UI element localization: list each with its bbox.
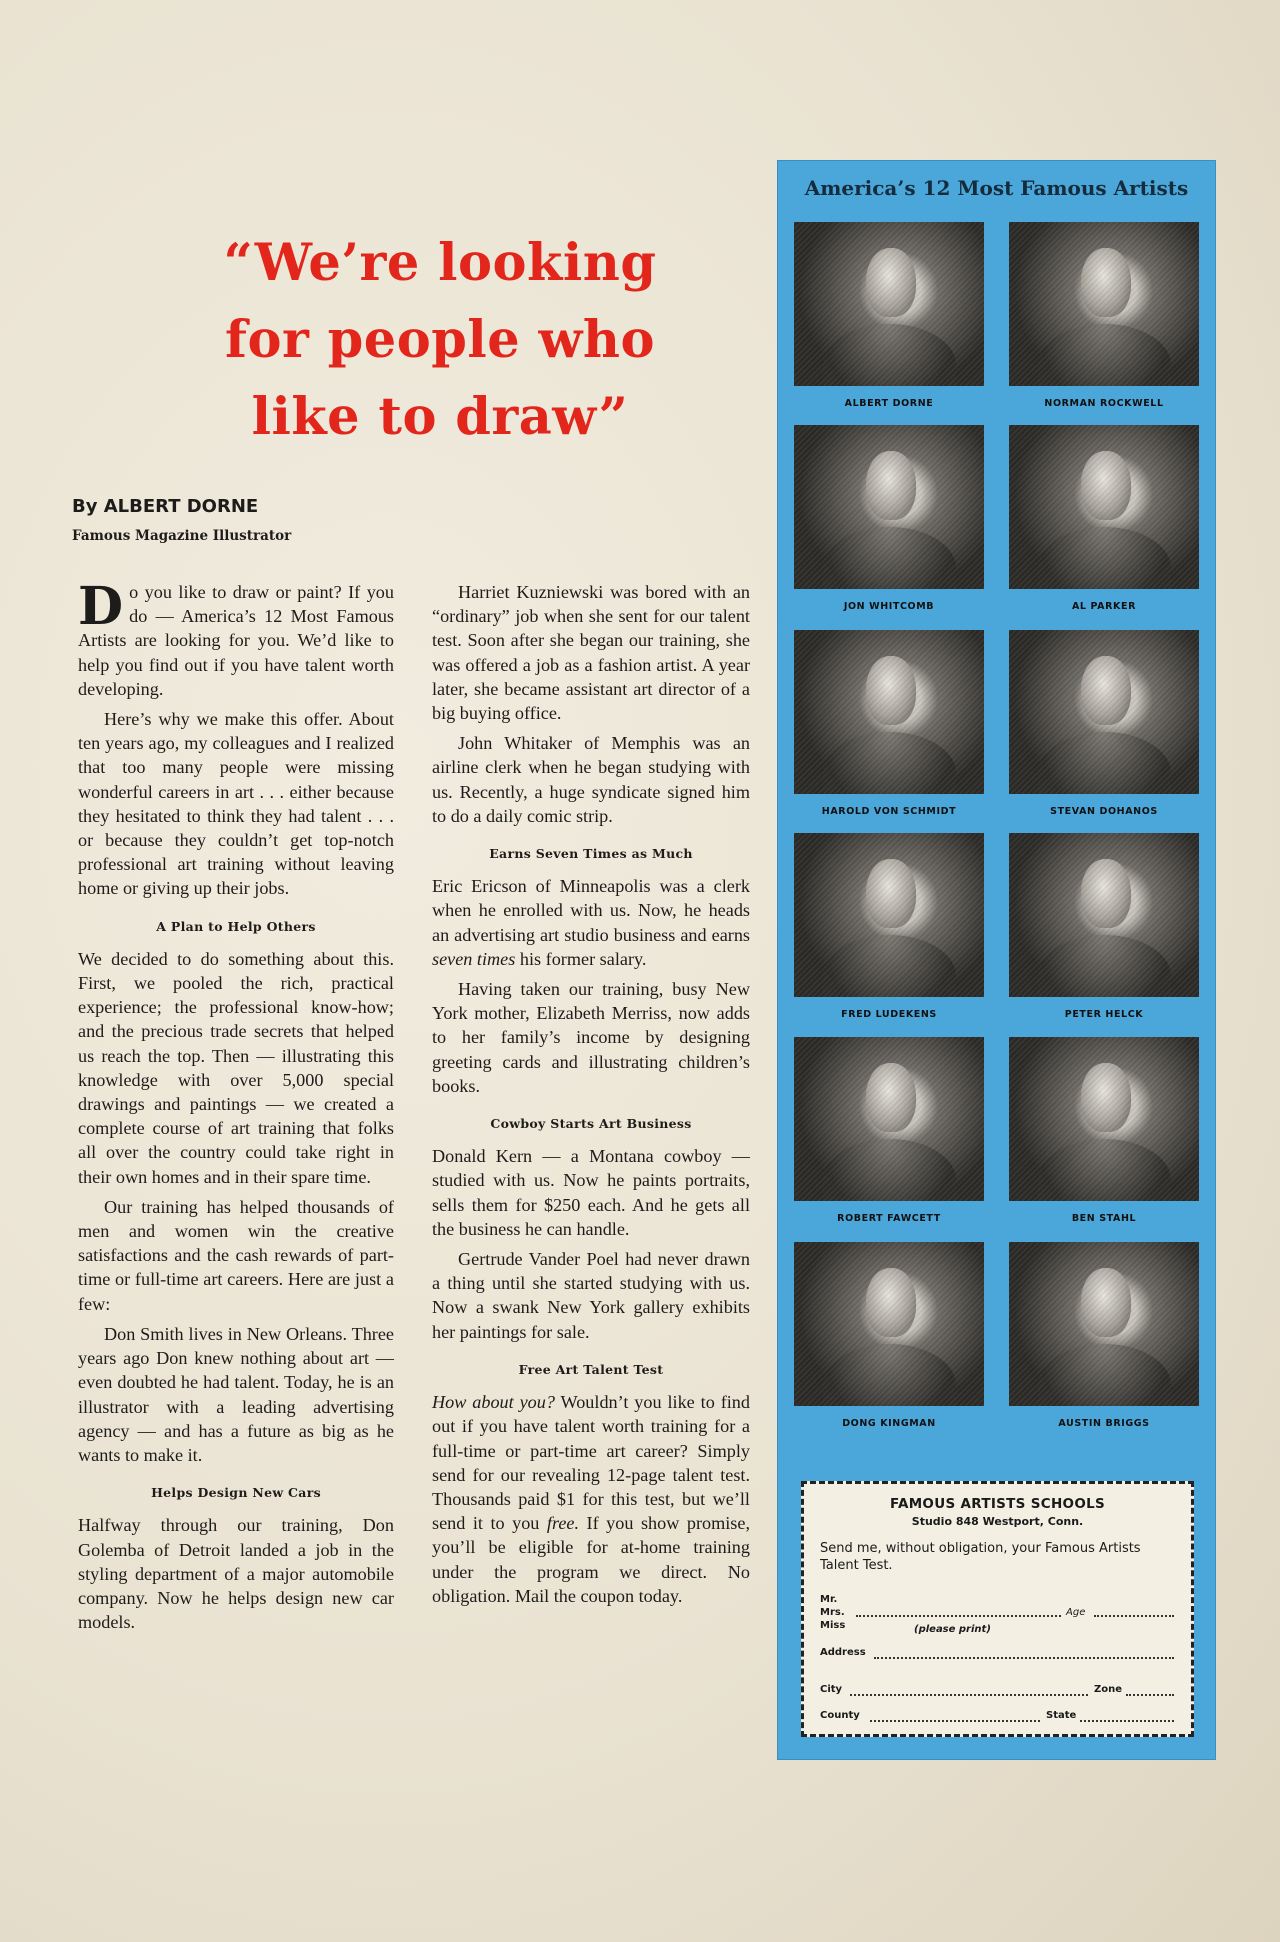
artist-portrait bbox=[1009, 833, 1199, 997]
byline-author: By ALBERT DORNE bbox=[72, 496, 259, 517]
artist-name: AUSTIN BRIGGS bbox=[1058, 1418, 1150, 1429]
artist-portrait bbox=[794, 1037, 984, 1201]
article-paragraph: Gertrude Vander Poel had never drawn a thing until she started studying with us. Now a swank New York gallery exhibits her paintings for sale. bbox=[432, 1249, 750, 1342]
headline-line: “We’re looking bbox=[223, 233, 657, 293]
artist-portrait bbox=[794, 425, 984, 589]
order-coupon[interactable] bbox=[801, 1481, 1194, 1737]
zone-field-line[interactable] bbox=[1126, 1694, 1174, 1696]
artist-portrait bbox=[794, 833, 984, 997]
section-heading: Free Art Talent Test bbox=[518, 1361, 664, 1377]
age-field-line[interactable] bbox=[1094, 1615, 1174, 1617]
artist-portrait bbox=[1009, 425, 1199, 589]
artist-name: STEVAN DOHANOS bbox=[1050, 806, 1158, 817]
artist-name: DONG KINGMAN bbox=[842, 1418, 936, 1429]
article-paragraph: Don Smith lives in New Orleans. Three years ago Don knew nothing about art — even doubted he had talent. Today, he is an illustrator with a leading advertising agency — and has a future as big as he wants to make it. bbox=[78, 1323, 394, 1465]
drop-cap: D bbox=[78, 576, 124, 637]
section-heading: A Plan to Help Others bbox=[156, 918, 316, 934]
address-field-line[interactable] bbox=[874, 1657, 1174, 1659]
artist-name: JON WHITCOMB bbox=[843, 601, 935, 612]
byline-role: Famous Magazine Illustrator bbox=[72, 528, 292, 544]
section-heading: Earns Seven Times as Much bbox=[489, 846, 693, 862]
field-label-mrs: Mrs. bbox=[820, 1607, 845, 1618]
artist-name: PETER HELCK bbox=[1064, 1009, 1144, 1020]
artist-portrait bbox=[1009, 630, 1199, 794]
city-field-line[interactable] bbox=[850, 1694, 1088, 1696]
section-heading: Helps Design New Cars bbox=[151, 1485, 321, 1501]
article-paragraph: We decided to do something about this. First, we pooled the rich, practical experience; the professional know-how; and the precious trade secrets that helped us reach the top. Then — illustrating this knowledge with over 5,000 special drawings and paintings — we created a complete course of art training that folks all over the country could take right in their own homes and in their spare time. bbox=[78, 948, 394, 1187]
county-field-line[interactable] bbox=[870, 1720, 1040, 1722]
article-paragraph: Harriet Kuzniewski was bored with an “ordinary” job when she sent for our talent test. Soon after she began our training, she was offered a job as a fashion artist. A year later, she became assistant art director of a big buying office. bbox=[432, 582, 750, 724]
article-column-left bbox=[78, 576, 394, 1640]
artist-name: NORMAN ROCKWELL bbox=[1044, 398, 1164, 409]
headline bbox=[170, 225, 710, 456]
panel-title: America’s 12 Most Famous Artists bbox=[804, 176, 1189, 200]
field-label-age: Age bbox=[1066, 1607, 1086, 1618]
pencil-scribble-decoration: ​ bbox=[38, 80, 69, 98]
artist-name: FRED LUDEKENS bbox=[841, 1009, 937, 1020]
coupon-title: FAMOUS ARTISTS SCHOOLS bbox=[889, 1496, 1106, 1512]
article-paragraph: Eric Ericson of Minneapolis was a clerk when he enrolled with us. Now, he heads an advertising art studio business and earns seven times his former salary. bbox=[432, 876, 750, 969]
artist-portrait bbox=[1009, 1242, 1199, 1406]
artist-portrait bbox=[1009, 222, 1199, 386]
artist-name: ROBERT FAWCETT bbox=[837, 1213, 941, 1224]
article-paragraph: How about you? Wouldn’t you like to find out if you have talent worth training for a full-time or part-time art career? Simply send for our revealing 12-page talent test. Thousands paid $1 for this test, but we’ll send it to you free. If you show promise, you’ll be eligible for at-home training under the program we direct. No obligation. Mail the coupon today. bbox=[432, 1392, 750, 1606]
artist-name: AL PARKER bbox=[1071, 601, 1137, 612]
headline-line: like to draw” bbox=[251, 387, 629, 447]
artist-name: HAROLD VON SCHMIDT bbox=[821, 806, 957, 817]
article-paragraph: John Whitaker of Memphis was an airline clerk when he began studying with us. Recently, a huge syndicate signed him to do a daily comic strip. bbox=[432, 733, 750, 826]
field-label-address: Address bbox=[820, 1647, 866, 1658]
field-label-state: State bbox=[1046, 1710, 1077, 1721]
artist-portrait bbox=[794, 222, 984, 386]
field-label-mr: Mr. bbox=[820, 1594, 838, 1605]
artist-portrait bbox=[794, 1242, 984, 1406]
artist-name: BEN STAHL bbox=[1071, 1213, 1137, 1224]
field-label-city: City bbox=[820, 1684, 843, 1695]
field-hint-please-print: (please print) bbox=[914, 1624, 991, 1635]
article-paragraph: Here’s why we make this offer. About ten years ago, my colleagues and I realized that too many people were missing wonderful careers in art . . . either because they hesitated to think they had talent . . . or because they couldn’t get top-notch professional art training without leaving home or giving up their jobs. bbox=[78, 709, 394, 899]
artist-portrait bbox=[1009, 1037, 1199, 1201]
article-paragraph: Donald Kern — a Montana cowboy — studied with us. Now he paints portraits, sells them for $250 each. And he gets all the business he can handle. bbox=[432, 1146, 750, 1239]
section-heading: Cowboy Starts Art Business bbox=[490, 1116, 692, 1132]
article-paragraph: Halfway through our training, Don Golemba of Detroit landed a job in the styling department of a major automobile company. Now he helps design new car models. bbox=[78, 1515, 394, 1633]
article-column-right bbox=[432, 580, 750, 1614]
field-label-zone: Zone bbox=[1094, 1684, 1123, 1695]
artist-portrait bbox=[794, 630, 984, 794]
field-label-county: County bbox=[820, 1710, 860, 1721]
article-paragraph: Having taken our training, busy New York mother, Elizabeth Merriss, now adds to her family’s income by designing greeting cards and illustrating children’s books. bbox=[432, 979, 750, 1096]
field-label-miss: Miss bbox=[820, 1620, 846, 1631]
coupon-text: Send me, without obligation, your Famous Artists Talent Test. bbox=[820, 1541, 1141, 1573]
artist-name: ALBERT DORNE bbox=[844, 398, 934, 409]
article-paragraph: Do you like to draw or paint? If you do — America’s 12 Most Famous Artists are looking for you. We’d like to help you find out if you have talent worth developing. bbox=[78, 576, 394, 699]
name-field-line[interactable] bbox=[856, 1615, 1061, 1617]
article-paragraph: Our training has helped thousands of men and women win the creative satisfactions and the cash rewards of part-time or full-time art careers. Here are just a few: bbox=[78, 1196, 394, 1314]
famous-artists-panel bbox=[777, 160, 1216, 1760]
state-field-line[interactable] bbox=[1080, 1720, 1174, 1722]
coupon-address: Studio 848 Westport, Conn. bbox=[911, 1515, 1084, 1528]
headline-line: for people who bbox=[225, 310, 655, 370]
